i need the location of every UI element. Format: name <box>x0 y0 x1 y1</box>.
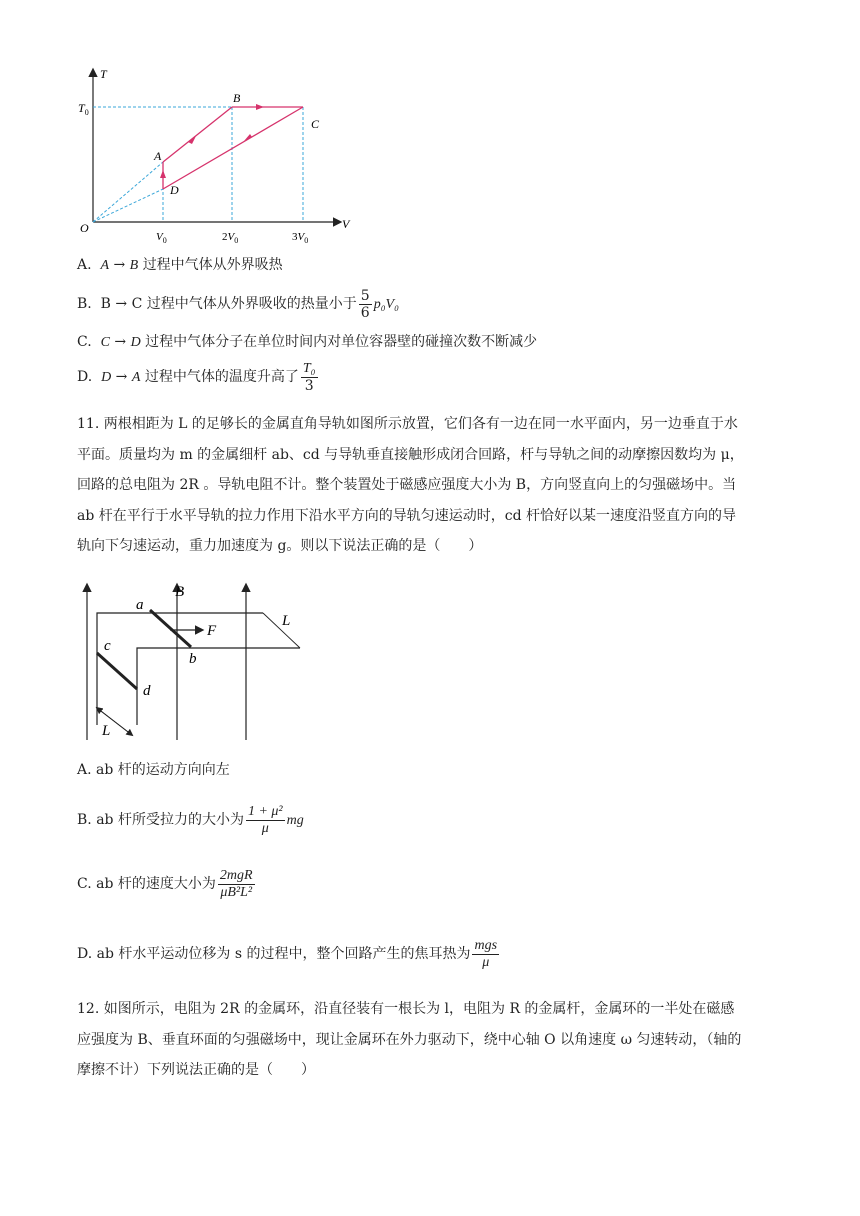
q11-stem-line: 轨向下匀速运动，重力加速度为 g。则以下说法正确的是（ ） <box>77 538 483 554</box>
rail-diagram <box>70 575 310 745</box>
q11-option-d: D. ab 杆水平运动位移为 s 的过程中，整个回路产生的焦耳热为 $\frac{\text{mgs}}{\mu}$ <box>77 937 498 970</box>
tick-3v0: $3V_0$ <box>292 231 309 245</box>
t-axis-label: T <box>100 67 107 81</box>
label-d: d <box>143 683 151 699</box>
point-d-label: D <box>170 183 179 197</box>
q11-stem-line: 两根相距为 L 的足够长的金属直角导轨如图所示放置，它们各有一边在同一水平面内，另一边垂直于水 <box>103 416 738 432</box>
label-L-top: L <box>282 613 291 629</box>
q12-number: 12. <box>77 1001 100 1017</box>
label-B: B <box>175 584 185 600</box>
q11-option-b: B. ab 杆所受拉力的大小为 $\frac{\text{1 + μ²}}{\mu}$ mg <box>77 803 304 836</box>
q10-option-b: B. B → C 过程中气体从外界吸收的热量小于 $\frac{5}{6}$ p₀V₀ <box>77 287 399 321</box>
label-L-bottom: L <box>102 723 111 739</box>
guide-lines <box>93 107 303 222</box>
q11-number: 11. <box>77 416 100 432</box>
q11-stem-line: 平面。质量均为 m 的金属细杆 ab、cd 与导轨垂直接触形成闭合回路，杆与导轨之间的动摩擦因数均为 μ， <box>77 446 744 463</box>
q10-option-c: C. C → D 过程中气体分子在单位时间内对单位容器壁的碰撞次数不断减少 <box>77 334 538 350</box>
q12-stem-line: 应强度为 B、垂直环面的匀强磁场中，现让金属环在外力驱动下，绕中心轴 O 以角速度 ω 匀速转动，（轴的 <box>77 1031 742 1048</box>
label-a: a <box>136 597 144 613</box>
rod-ab <box>150 610 191 647</box>
label-F: F <box>207 623 217 639</box>
point-c-label: C <box>311 117 320 131</box>
q12-stem-line: 摩擦不计）下列说法正确的是（ ） <box>77 1062 315 1078</box>
tick-v0: $V_0$ <box>156 231 167 245</box>
t0-label: $T_0$ <box>78 101 89 117</box>
cycle-arrows <box>160 104 264 178</box>
q11-stem-line: ab 杆在平行于水平导轨的拉力作用下沿水平方向的导轨匀速运动时，cd 杆恰好以某一速度沿竖直方向的导 <box>77 507 737 524</box>
point-a-label: A <box>154 149 162 163</box>
q11-stem-line: 回路的总电阻为 2R 。导轨电阻不计。整个装置处于磁感应强度大小为 B，方向竖直向上的匀强磁场中。当 <box>77 477 737 493</box>
rod-cd <box>97 653 137 689</box>
q11-stem <box>77 409 787 562</box>
label-b: b <box>189 651 197 667</box>
q12-stem-line: 如图所示，电阻为 2R 的金属环，沿直径装有一根长为 l，电阻为 R 的金属杆，金属环的一半处在磁感 <box>103 1001 735 1017</box>
label-c: c <box>104 638 111 654</box>
q10-option-d: D. D → A 过程中气体的温度升高了 $\frac{\text{T₀}}{3}$ <box>77 360 316 394</box>
point-b-label: B <box>233 91 241 105</box>
tv-diagram <box>70 60 360 250</box>
v-axis-label: V <box>342 217 350 231</box>
q12-stem <box>77 994 787 1086</box>
tick-2v0: $2V_0$ <box>222 231 239 245</box>
cycle-path <box>163 107 303 189</box>
q10-option-a: A. A → B 过程中气体从外界吸热 <box>77 257 283 273</box>
q11-option-c: C. ab 杆的速度大小为 $\frac{\text{2mgR}}{\text{μB²L²}}$ <box>77 867 253 900</box>
q11-option-a: A. ab 杆的运动方向向左 <box>77 762 230 778</box>
origin-label: O <box>80 221 89 235</box>
